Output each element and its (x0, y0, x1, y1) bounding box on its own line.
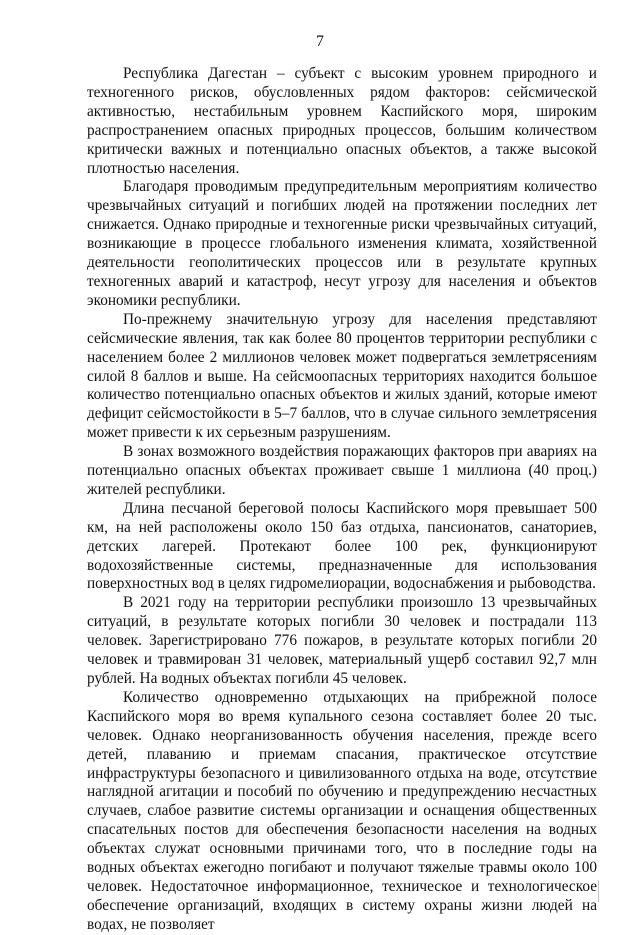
paragraph-dagestan-risk-profile: Республика Дагестан – субъект с высоким уровнем природного и техногенного рисков, обусловленных рядом факторов: сейсмической активностью, нестабильным уровнем Каспийского моря, широким распространением опасных природных процессов, большим количеством критически важных и потенциально опасных объектов, а также высокой плотностью населения. (87, 65, 597, 177)
paragraph-water-safety: Количество одновременно отдыхающих на прибрежной полосе Каспийского моря во время купального сезона составляет более 20 тыс. человек. Однако неорганизованность обучения населения, прежде всего детей, плаванию и приемам спасания, практическое отсутствие инфраструктуры безопасного и цивилизованного отдыха на воде, отсутствие наглядной агитации и пособий по обучению и предупреждению несчастных случаев, слабое развитие системы организации и оснащения общественных спасательных постов для обеспечения безопасности населения на водных объектах служат основными причинами того, что в последние годы на водных объектах ежегодно погибают и получают тяжелые травмы около 100 человек. Недостаточное информационное, техническое и технологическое обеспечение организаций, входящих в систему охраны жизни людей на водах, не позволяет (87, 688, 597, 933)
paragraph-emergency-trends: Благодаря проводимым предупредительным мероприятиям количество чрезвычайных ситуаций и погибших людей на протяжении последних лет снижается. Однако природные и техногенные риски чрезвычайных ситуаций, возникающие в процессе глобального изменения климата, хозяйственной деятельности геополитических процессов или в результате крупных техногенных аварий и катастроф, несут угрозу для населения и объектов экономики республики. (87, 178, 597, 309)
page-number: 7 (316, 33, 324, 50)
paragraph-hazardous-zones: В зонах возможного воздействия поражающих факторов при авариях на потенциально опасных объектах проживает свыше 1 миллиона (40 проц.) жителей республики. (87, 443, 597, 498)
scan-mark (598, 880, 599, 902)
paragraph-2021-statistics: В 2021 году на территории республики произошло 13 чрезвычайных ситуаций, в результате которых погибли 30 человек и пострадали 113 человек. Зарегистрировано 776 пожаров, в результате которых погибли 20 человек и травмирован 31 человек, материальный ущерб составил 92,7 млн рублей. На водных объектах погибли 45 человек. (87, 594, 597, 687)
document-body (87, 65, 597, 935)
paragraph-coastline: Длина песчаной береговой полосы Каспийского моря превышает 500 км, на ней расположены около 150 баз отдыха, пансионатов, санаториев, детских лагерей. Протекают более 100 рек, функционируют водохозяйственные системы, предназначенные для использования поверхностных вод в целях гидромелиорации, водоснабжения и рыбоводства. (87, 499, 597, 593)
paragraph-seismic-threat: По-прежнему значительную угрозу для населения представляют сейсмические явления, так как более 80 процентов территории республики с населением более 2 миллионов человек может подвергаться землетрясениям силой 8 баллов и выше. На сейсмоопасных территориях находится большое количество потенциально опасных объектов и жилых зданий, которые имеют дефицит сейсмостойкости в 5–7 баллов, что в случае сильного землетрясения может привести к их серьезным разрушениям. (87, 310, 597, 442)
